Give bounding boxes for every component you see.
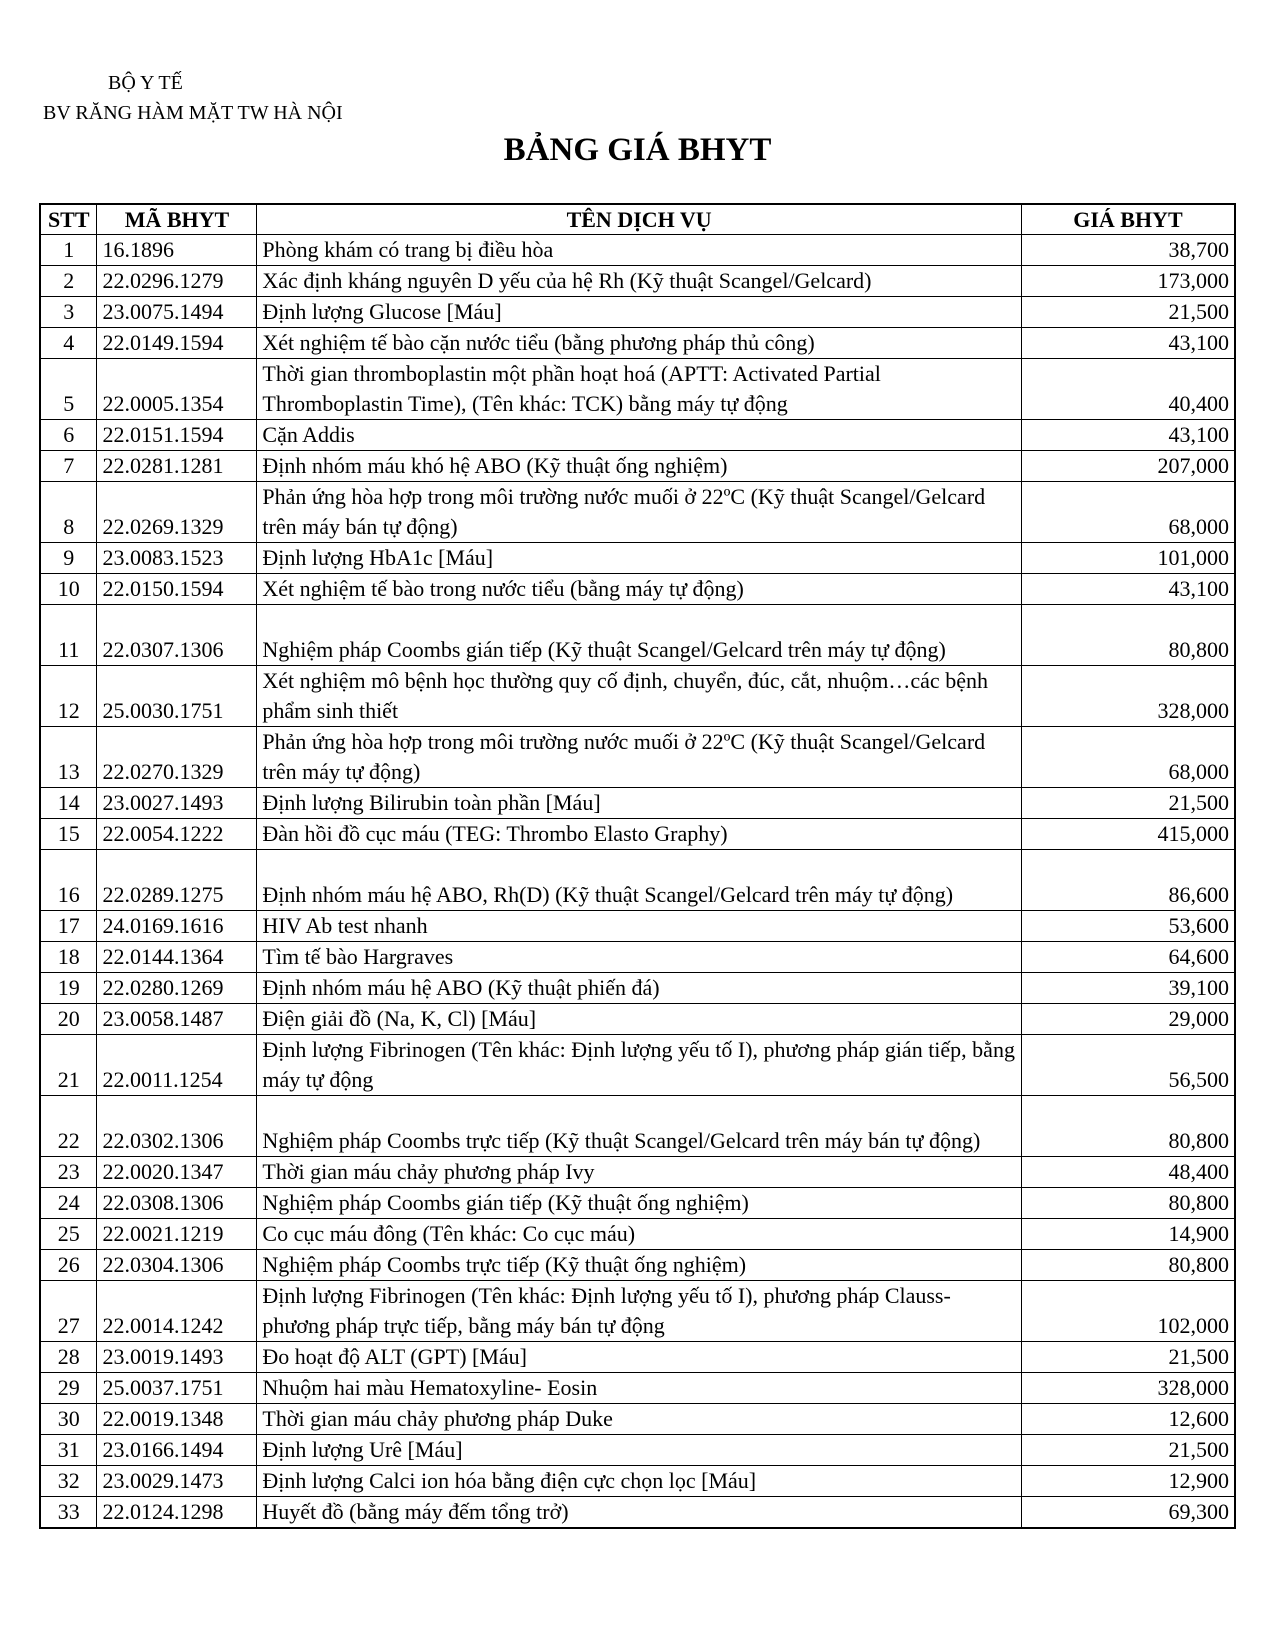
column-header-stt: STT [40,204,97,235]
table-row [40,297,1235,328]
org-name-ministry: BỘ Y TẾ [108,72,183,94]
row-stt: 21 [40,1035,97,1096]
row-price: 69,300 [1021,1497,1235,1529]
row-code: 23.0075.1494 [97,297,257,328]
row-service-name: HIV Ab test nhanh [257,911,1021,942]
row-price: 21,500 [1021,1435,1235,1466]
row-code: 22.0005.1354 [97,359,257,420]
row-code: 22.0124.1298 [97,1497,257,1529]
row-stt: 28 [40,1342,97,1373]
row-stt: 31 [40,1435,97,1466]
row-price: 53,600 [1021,911,1235,942]
row-price: 48,400 [1021,1157,1235,1188]
table-row [40,666,1235,727]
table-row [40,605,1235,666]
table-row [40,1466,1235,1497]
row-stt: 33 [40,1497,97,1529]
row-price: 43,100 [1021,328,1235,359]
row-service-name: Co cục máu đông (Tên khác: Co cục máu) [257,1219,1021,1250]
row-stt: 27 [40,1281,97,1342]
row-stt: 18 [40,942,97,973]
row-stt: 17 [40,911,97,942]
row-code: 22.0296.1279 [97,266,257,297]
row-stt: 30 [40,1404,97,1435]
row-stt: 23 [40,1157,97,1188]
row-code: 22.0289.1275 [97,850,257,911]
row-code: 22.0019.1348 [97,1404,257,1435]
row-stt: 8 [40,482,97,543]
row-service-name: Định lượng Fibrinogen (Tên khác: Định lượng yếu tố I), phương pháp gián tiếp, bằng máy tự động [257,1035,1021,1096]
row-service-name: Xét nghiệm mô bệnh học thường quy cố định, chuyển, đúc, cắt, nhuộm…các bệnh phẩm sinh thiết [257,666,1021,727]
row-code: 22.0149.1594 [97,328,257,359]
row-price: 328,000 [1021,666,1235,727]
row-code: 23.0019.1493 [97,1342,257,1373]
row-stt: 11 [40,605,97,666]
price-table [39,203,1236,1529]
row-service-name: Định nhóm máu khó hệ ABO (Kỹ thuật ống nghiệm) [257,451,1021,482]
row-stt: 14 [40,788,97,819]
row-stt: 25 [40,1219,97,1250]
row-service-name: Định lượng Calci ion hóa bằng điện cực chọn lọc [Máu] [257,1466,1021,1497]
row-stt: 19 [40,973,97,1004]
row-stt: 20 [40,1004,97,1035]
table-row [40,1250,1235,1281]
table-row [40,973,1235,1004]
row-price: 68,000 [1021,727,1235,788]
row-service-name: Xác định kháng nguyên D yếu của hệ Rh (Kỹ thuật Scangel/Gelcard) [257,266,1021,297]
row-price: 21,500 [1021,297,1235,328]
row-price: 40,400 [1021,359,1235,420]
row-code: 23.0058.1487 [97,1004,257,1035]
table-row [40,1157,1235,1188]
table-row [40,788,1235,819]
table-row [40,1281,1235,1342]
row-code: 22.0302.1306 [97,1096,257,1157]
row-stt: 6 [40,420,97,451]
row-price: 38,700 [1021,235,1235,266]
row-service-name: Định lượng Bilirubin toàn phần [Máu] [257,788,1021,819]
row-code: 22.0307.1306 [97,605,257,666]
table-row [40,574,1235,605]
column-header-service-name: TÊN DỊCH VỤ [257,204,1021,235]
table-row [40,1497,1235,1529]
row-code: 25.0037.1751 [97,1373,257,1404]
row-price: 101,000 [1021,543,1235,574]
table-row [40,819,1235,850]
table-row [40,1004,1235,1035]
row-service-name: Huyết đồ (bằng máy đếm tổng trở) [257,1497,1021,1529]
row-price: 80,800 [1021,605,1235,666]
table-body [40,235,1235,1529]
row-code: 22.0151.1594 [97,420,257,451]
table-row [40,235,1235,266]
table-row [40,1342,1235,1373]
table-row [40,1096,1235,1157]
row-code: 16.1896 [97,235,257,266]
row-stt: 9 [40,543,97,574]
row-stt: 10 [40,574,97,605]
row-price: 102,000 [1021,1281,1235,1342]
row-code: 22.0269.1329 [97,482,257,543]
row-code: 23.0029.1473 [97,1466,257,1497]
row-service-name: Định lượng HbA1c [Máu] [257,543,1021,574]
row-service-name: Phản ứng hòa hợp trong môi trường nước muối ở 22ºC (Kỹ thuật Scangel/Gelcard trên máy tự động) [257,727,1021,788]
table-row [40,1035,1235,1096]
row-price: 21,500 [1021,1342,1235,1373]
row-code: 23.0027.1493 [97,788,257,819]
row-price: 12,900 [1021,1466,1235,1497]
page-title: BẢNG GIÁ BHYT [503,132,772,168]
row-price: 80,800 [1021,1096,1235,1157]
table-row [40,1219,1235,1250]
row-price: 80,800 [1021,1250,1235,1281]
row-price: 29,000 [1021,1004,1235,1035]
row-service-name: Đàn hồi đồ cục máu (TEG: Thrombo Elasto Graphy) [257,819,1021,850]
table-row [40,911,1235,942]
org-name-hospital: BV RĂNG HÀM MẶT TW HÀ NỘI [43,102,343,124]
row-stt: 16 [40,850,97,911]
row-price: 64,600 [1021,942,1235,973]
row-stt: 29 [40,1373,97,1404]
table-row [40,359,1235,420]
row-service-name: Nghiệm pháp Coombs trực tiếp (Kỹ thuật ống nghiệm) [257,1250,1021,1281]
table-row [40,1188,1235,1219]
row-stt: 2 [40,266,97,297]
row-service-name: Tìm tế bào Hargraves [257,942,1021,973]
column-header-price: GIÁ BHYT [1021,204,1235,235]
row-stt: 24 [40,1188,97,1219]
row-service-name: Nhuộm hai màu Hematoxyline- Eosin [257,1373,1021,1404]
row-stt: 15 [40,819,97,850]
row-service-name: Định lượng Fibrinogen (Tên khác: Định lượng yếu tố I), phương pháp Clauss-phương pháp trực tiếp, bằng máy bán tự động [257,1281,1021,1342]
row-code: 22.0281.1281 [97,451,257,482]
row-service-name: Xét nghiệm tế bào cặn nước tiểu (bằng phương pháp thủ công) [257,328,1021,359]
table-row [40,420,1235,451]
table-row [40,727,1235,788]
row-stt: 32 [40,1466,97,1497]
row-code: 23.0083.1523 [97,543,257,574]
row-code: 22.0021.1219 [97,1219,257,1250]
row-service-name: Định lượng Urê [Máu] [257,1435,1021,1466]
row-code: 22.0280.1269 [97,973,257,1004]
row-service-name: Thời gian máu chảy phương pháp Ivy [257,1157,1021,1188]
row-code: 22.0308.1306 [97,1188,257,1219]
row-stt: 1 [40,235,97,266]
row-code: 22.0014.1242 [97,1281,257,1342]
row-service-name: Định lượng Glucose [Máu] [257,297,1021,328]
row-price: 43,100 [1021,574,1235,605]
row-code: 22.0054.1222 [97,819,257,850]
row-service-name: Phòng khám có trang bị điều hòa [257,235,1021,266]
row-service-name: Điện giải đồ (Na, K, Cl) [Máu] [257,1004,1021,1035]
table-row [40,543,1235,574]
row-price: 173,000 [1021,266,1235,297]
row-service-name: Phản ứng hòa hợp trong môi trường nước muối ở 22ºC (Kỹ thuật Scangel/Gelcard trên máy bán tự động) [257,482,1021,543]
row-stt: 22 [40,1096,97,1157]
row-price: 12,600 [1021,1404,1235,1435]
row-code: 22.0144.1364 [97,942,257,973]
row-service-name: Nghiệm pháp Coombs gián tiếp (Kỹ thuật Scangel/Gelcard trên máy tự động) [257,605,1021,666]
row-service-name: Xét nghiệm tế bào trong nước tiểu (bằng máy tự động) [257,574,1021,605]
row-stt: 5 [40,359,97,420]
row-code: 22.0150.1594 [97,574,257,605]
row-stt: 4 [40,328,97,359]
row-code: 22.0020.1347 [97,1157,257,1188]
row-code: 22.0270.1329 [97,727,257,788]
row-price: 21,500 [1021,788,1235,819]
row-price: 39,100 [1021,973,1235,1004]
table-row [40,482,1235,543]
row-service-name: Thời gian máu chảy phương pháp Duke [257,1404,1021,1435]
row-code: 22.0304.1306 [97,1250,257,1281]
column-header-code: MÃ BHYT [97,204,257,235]
table-row [40,850,1235,911]
row-stt: 26 [40,1250,97,1281]
row-price: 207,000 [1021,451,1235,482]
table-header-row [40,204,1235,235]
row-code: 24.0169.1616 [97,911,257,942]
row-service-name: Nghiệm pháp Coombs gián tiếp (Kỹ thuật ống nghiệm) [257,1188,1021,1219]
row-price: 43,100 [1021,420,1235,451]
row-price: 328,000 [1021,1373,1235,1404]
row-price: 86,600 [1021,850,1235,911]
table-row [40,942,1235,973]
row-stt: 7 [40,451,97,482]
table-row [40,1404,1235,1435]
row-price: 415,000 [1021,819,1235,850]
row-code: 23.0166.1494 [97,1435,257,1466]
table-row [40,328,1235,359]
row-price: 80,800 [1021,1188,1235,1219]
table-row [40,451,1235,482]
row-price: 14,900 [1021,1219,1235,1250]
row-service-name: Định nhóm máu hệ ABO (Kỹ thuật phiến đá) [257,973,1021,1004]
row-stt: 13 [40,727,97,788]
table-row [40,1435,1235,1466]
row-price: 56,500 [1021,1035,1235,1096]
row-stt: 3 [40,297,97,328]
row-price: 68,000 [1021,482,1235,543]
table-row [40,266,1235,297]
row-service-name: Cặn Addis [257,420,1021,451]
row-service-name: Thời gian thromboplastin một phần hoạt hoá (APTT: Activated Partial Thromboplastin Time), (Tên khác: TCK) bằng máy tự động [257,359,1021,420]
row-service-name: Định nhóm máu hệ ABO, Rh(D) (Kỹ thuật Scangel/Gelcard trên máy tự động) [257,850,1021,911]
row-code: 22.0011.1254 [97,1035,257,1096]
row-service-name: Nghiệm pháp Coombs trực tiếp (Kỹ thuật Scangel/Gelcard trên máy bán tự động) [257,1096,1021,1157]
row-stt: 12 [40,666,97,727]
row-service-name: Đo hoạt độ ALT (GPT) [Máu] [257,1342,1021,1373]
row-code: 25.0030.1751 [97,666,257,727]
table-row [40,1373,1235,1404]
